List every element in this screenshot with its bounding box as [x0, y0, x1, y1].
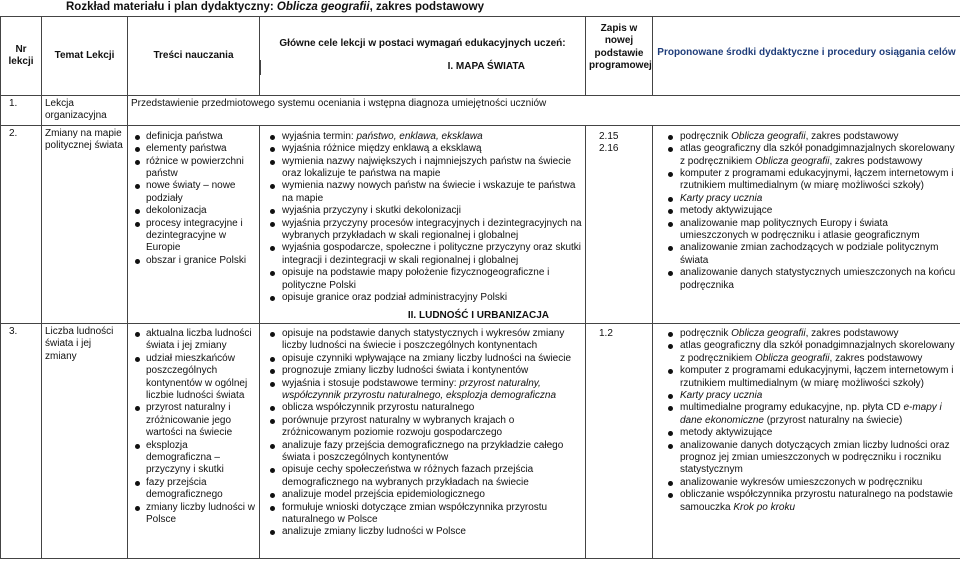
list-item: procesy integracyjne i dezintegracyjne w Europie: [146, 218, 256, 255]
list-item: analizowanie danych statystycznych umieszczonych na końcu podręcznika: [680, 267, 956, 291]
table-row: [1, 96, 960, 126]
list-item: opisuje cechy społeczeństwa w różnych fazach przejścia demograficznego na wybranych przykładach na świecie: [282, 464, 582, 489]
list-item: obszar i granice Polski: [146, 255, 256, 267]
row-2-tresci: [128, 125, 260, 323]
list-item: wyjaśnia przyczyny procesów integracyjnych i dezintegracyjnych na wybranych przykładach w skali regionalnej i globalnej: [282, 217, 582, 242]
list-item: porównuje przyrost naturalny w wybranych krajach o zróżnicowanym poziomie rozwoju gospodarczego: [282, 415, 582, 440]
row-3-temat: Liczba ludności świata i jej zmiany: [42, 323, 128, 558]
row-2-zapis: 2.15 2.16: [586, 125, 653, 323]
list-item: analizuje model przejścia epidemiologicznego: [282, 489, 582, 501]
list-item: elementy państwa: [146, 143, 256, 155]
header-temat: Temat Lekcji: [42, 17, 128, 96]
list-item: wyjaśnia różnice między enklawą a eksklawą: [282, 143, 582, 155]
header-cele: Główne cele lekcji w postaci wymagań edukacyjnych uczeń: I. MAPA ŚWIATA: [260, 17, 586, 96]
list-item: nowe światy – nowe podziały: [146, 180, 256, 205]
list-item: formułuje wnioski dotyczące zmian współczynnika przyrostu naturalnego w Polsce: [282, 502, 582, 527]
row-2-srodki: [653, 125, 960, 323]
list-item: podręcznik Oblicza geografii, zakres podstawowy: [680, 328, 957, 340]
list-item: analizowanie danych dotyczących zmian liczby ludności oraz prognoz jej zmian umieszczonych w podręczniku i roczniku statystycznym: [680, 440, 957, 477]
row-3-srodki: [653, 323, 960, 558]
row-2-cele: [260, 125, 586, 323]
list-item: udział mieszkańców poszczególnych kontynentów w ogólnej liczbie ludności świata: [146, 353, 256, 403]
row-2-temat: Zmiany na mapie politycznej świata: [42, 125, 128, 323]
list-item: opisuje granice oraz podział administracyjny Polski: [282, 292, 582, 304]
list-item: wyjaśnia termin: państwo, enklawa, eksklawa: [282, 131, 582, 143]
list-item: zmiany liczby ludności w Polsce: [146, 501, 255, 525]
list-item: analizowanie wykresów umieszczonych w podręczniku: [680, 477, 957, 489]
header-nr: Nr lekcji: [1, 17, 42, 96]
list-item: różnice w powierzchni państw: [146, 156, 256, 181]
list-item: wyjaśnia przyczyny i skutki dekolonizacji: [282, 205, 582, 217]
list-item: oblicza współczynnik przyrostu naturalnego: [282, 402, 582, 414]
section-ludnosc: II. LUDNOŚĆ I URBANIZACJA: [407, 309, 549, 321]
row-3-tresci: [128, 323, 260, 558]
list-item: podręcznik Oblicza geografii, zakres podstawowy: [680, 131, 957, 143]
list-item: atlas geograficzny dla szkół ponadgimnazjalnych skorelowany z podręcznikiem Oblicza geografii, zakres podstawowy: [680, 340, 957, 365]
list-item: dekolonizacja: [146, 205, 256, 217]
page-title-book: Oblicza geografii: [276, 1, 370, 13]
list-item: definicja państwa: [146, 131, 256, 143]
row-3-nr: 3.: [1, 323, 42, 558]
list-item: obliczanie współczynnika przyrostu naturalnego na podstawie samouczka Krok po kroku: [680, 489, 957, 514]
row-1-tresc: Przedstawienie przedmiotowego systemu oceniania i wstępna diagnoza umiejętności uczniów: [128, 96, 960, 126]
list-item: analizowanie zmian zachodzących w podziale politycznym świata: [680, 242, 957, 267]
list-item: metody aktywizujące: [680, 205, 957, 217]
table-row: [1, 125, 960, 323]
list-item: wyjaśnia i stosuje podstawowe terminy: przyrost naturalny, współczynnik przyrostu naturalnego, eksplozja demograficzna: [282, 378, 582, 403]
list-item: atlas geograficzny dla szkół ponadgimnazjalnych skorelowany z podręcznikiem Oblicza geografii, zakres podstawowy: [680, 143, 957, 168]
list-item: fazy przejścia demograficznego: [146, 477, 256, 502]
list-item: prognozuje zmiany liczby ludności świata i kontynentów: [282, 365, 582, 377]
list-item: komputer z programami edukacyjnymi, łączem internetowym i rzutnikiem multimedialnym (w miarę możliwości szkoły): [680, 168, 957, 193]
list-item: Karty pracy ucznia: [680, 390, 957, 402]
list-item: analizuje fazy przejścia demograficznego na przykładzie całego świata i poszczególnych kontynentów: [282, 440, 582, 465]
list-item: opisuje na podstawie mapy położenie fizycznogeograficzne i polityczne Polski: [282, 267, 582, 292]
list-item: analizowanie map politycznych Europy i świata umieszczonych w podręczniku i atlasie geograficznym: [680, 218, 957, 243]
list-item: opisuje czynniki wpływające na zmiany liczby ludności na świecie: [282, 353, 582, 365]
list-item: aktualna liczba ludności świata i jej zmiany: [146, 328, 256, 353]
header-zapis: Zapis w nowej podstawie programowej: [586, 17, 653, 96]
list-item: wymienia nazwy największych i najmniejszych państw na świecie oraz lokalizuje te państwa na mapie: [282, 156, 582, 181]
list-item: opisuje na podstawie danych statystycznych i wykresów zmiany liczby ludności na świecie i poszczególnych kontynentach: [282, 328, 582, 353]
row-3-cele: [260, 323, 586, 558]
list-item: komputer z programami edukacyjnymi, łączem internetowym i rzutnikiem multimedialnym (w miarę możliwości szkoły): [680, 365, 957, 390]
list-item: eksplozja demograficzna – przyczyny i skutki: [146, 440, 256, 477]
list-item: Karty pracy ucznia: [680, 193, 957, 205]
row-1-nr: 1.: [1, 96, 42, 126]
row-3-zapis: 1.2: [586, 323, 653, 558]
list-item: przyrost naturalny i zróżnicowanie jego wartości na świecie: [146, 402, 256, 439]
lesson-plan-table: [0, 16, 960, 559]
row-2-nr: 2.: [1, 125, 42, 323]
header-srodki: Proponowane środki dydaktyczne i procedury osiągania celów: [653, 17, 960, 96]
list-item: analizuje zmiany liczby ludności w Polsce: [282, 526, 582, 538]
row-1-temat: Lekcja organizacyjna: [42, 96, 128, 126]
section-mapa-swiata: I. MAPA ŚWIATA: [260, 60, 585, 74]
list-item: metody aktywizujące: [680, 427, 957, 439]
list-item: multimedialne programy edukacyjne, np. płyta CD e-mapy i dane ekonomiczne (przyrost naturalny na świecie): [680, 402, 957, 427]
page-title: Rozkład materiału i plan dydaktyczny: Oblicza geografii, zakres podstawowy: [66, 1, 484, 13]
list-item: wymienia nazwy nowych państw na świecie i wskazuje te państwa na mapie: [282, 180, 582, 205]
list-item: wyjaśnia gospodarcze, społeczne i polityczne przyczyny oraz skutki integracji i dezintegracji w skali regionalnej i globalnej: [282, 242, 582, 266]
header-tresci: Treści nauczania: [128, 17, 260, 96]
table-row: [1, 323, 960, 558]
